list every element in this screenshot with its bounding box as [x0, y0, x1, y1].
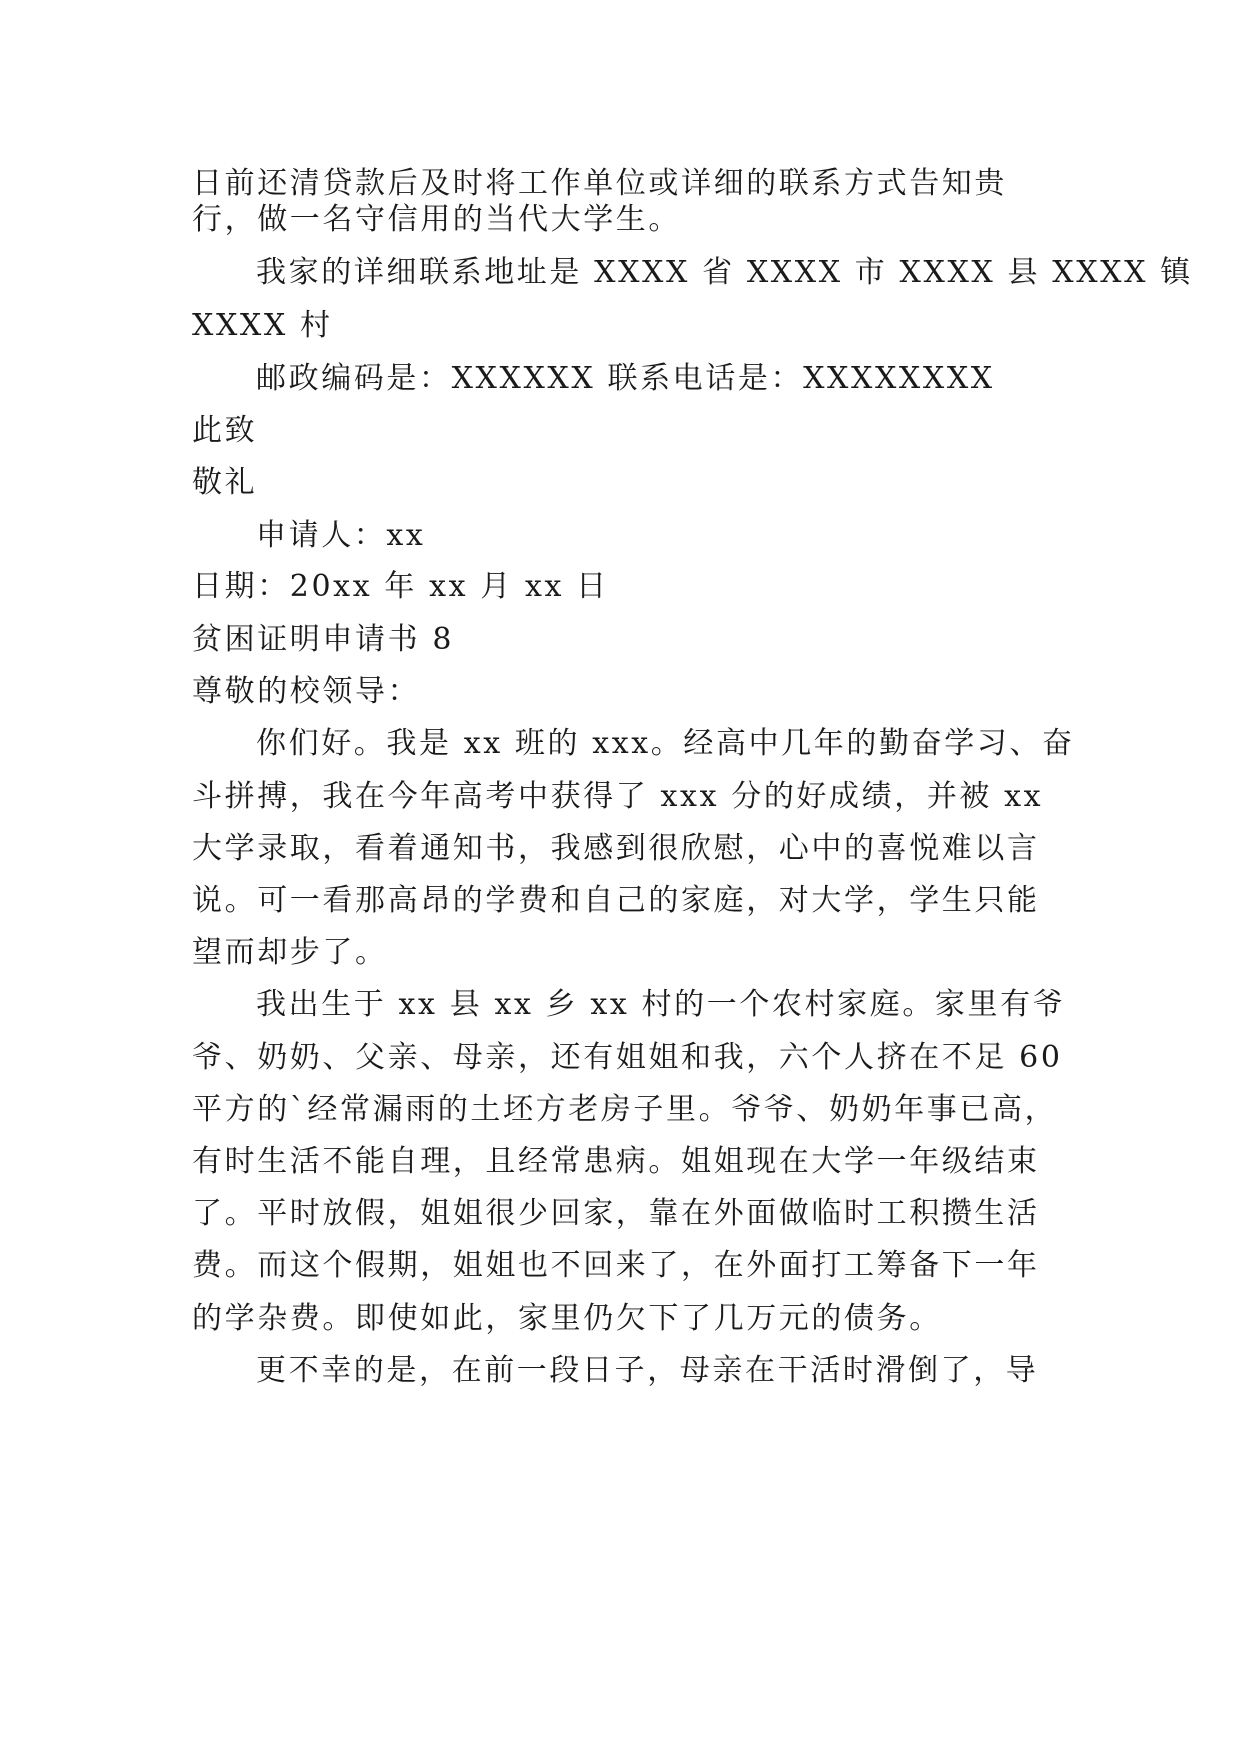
text-line: 斗拼搏，我在今年高考中获得了 xxx 分的好成绩，并被 xx	[192, 779, 1044, 814]
text-line: 平方的`经常漏雨的土坯方老房子里。爷爷、奶奶年事已高，	[192, 1092, 1058, 1127]
salutation: 尊敬的校领导：	[192, 674, 421, 709]
text-line: 说。可一看那高昂的学费和自己的家庭，对大学，学生只能	[192, 883, 1040, 918]
text-line: 望而却步了。	[192, 935, 388, 970]
text-line: 邮政编码是：XXXXXX 联系电话是：XXXXXXXX	[256, 361, 995, 396]
date-line: 日期：20xx 年 xx 月 xx 日	[192, 569, 609, 604]
text-line: 更不幸的是，在前一段日子，母亲在干活时滑倒了，导	[256, 1353, 1039, 1388]
text-line: 的学杂费。即使如此，家里仍欠下了几万元的债务。	[192, 1301, 942, 1336]
text-line: 费。而这个假期，姐姐也不回来了，在外面打工筹备下一年	[192, 1248, 1040, 1283]
text-line: 爷、奶奶、父亲、母亲，还有姐姐和我，六个人挤在不足 60	[192, 1040, 1063, 1075]
text-line: 行，做一名守信用的当代大学生。	[192, 202, 681, 237]
text-line: 你们好。我是 xx 班的 xxx。经高中几年的勤奋学习、奋	[256, 726, 1075, 761]
applicant-line: 申请人：xx	[256, 518, 426, 553]
closing-line: 此致	[192, 413, 258, 448]
text-line: 我出生于 xx 县 xx 乡 xx 村的一个农村家庭。家里有爷	[256, 987, 1066, 1022]
closing-line: 敬礼	[192, 465, 258, 500]
text-line: 了。平时放假，姐姐很少回家，靠在外面做临时工积攒生活	[192, 1196, 1040, 1231]
text-line: 大学录取，看着通知书，我感到很欣慰，心中的喜悦难以言	[192, 831, 1040, 866]
text-line: 有时生活不能自理，且经常患病。姐姐现在大学一年级结束	[192, 1144, 1040, 1179]
text-line: 我家的详细联系地址是 XXXX 省 XXXX 市 XXXX 县 XXXX 镇	[256, 255, 1193, 290]
text-line: XXXX 村	[192, 308, 333, 343]
text-line: 日前还清贷款后及时将工作单位或详细的联系方式告知贵	[192, 166, 1007, 201]
section-title: 贫困证明申请书 8	[192, 622, 455, 657]
